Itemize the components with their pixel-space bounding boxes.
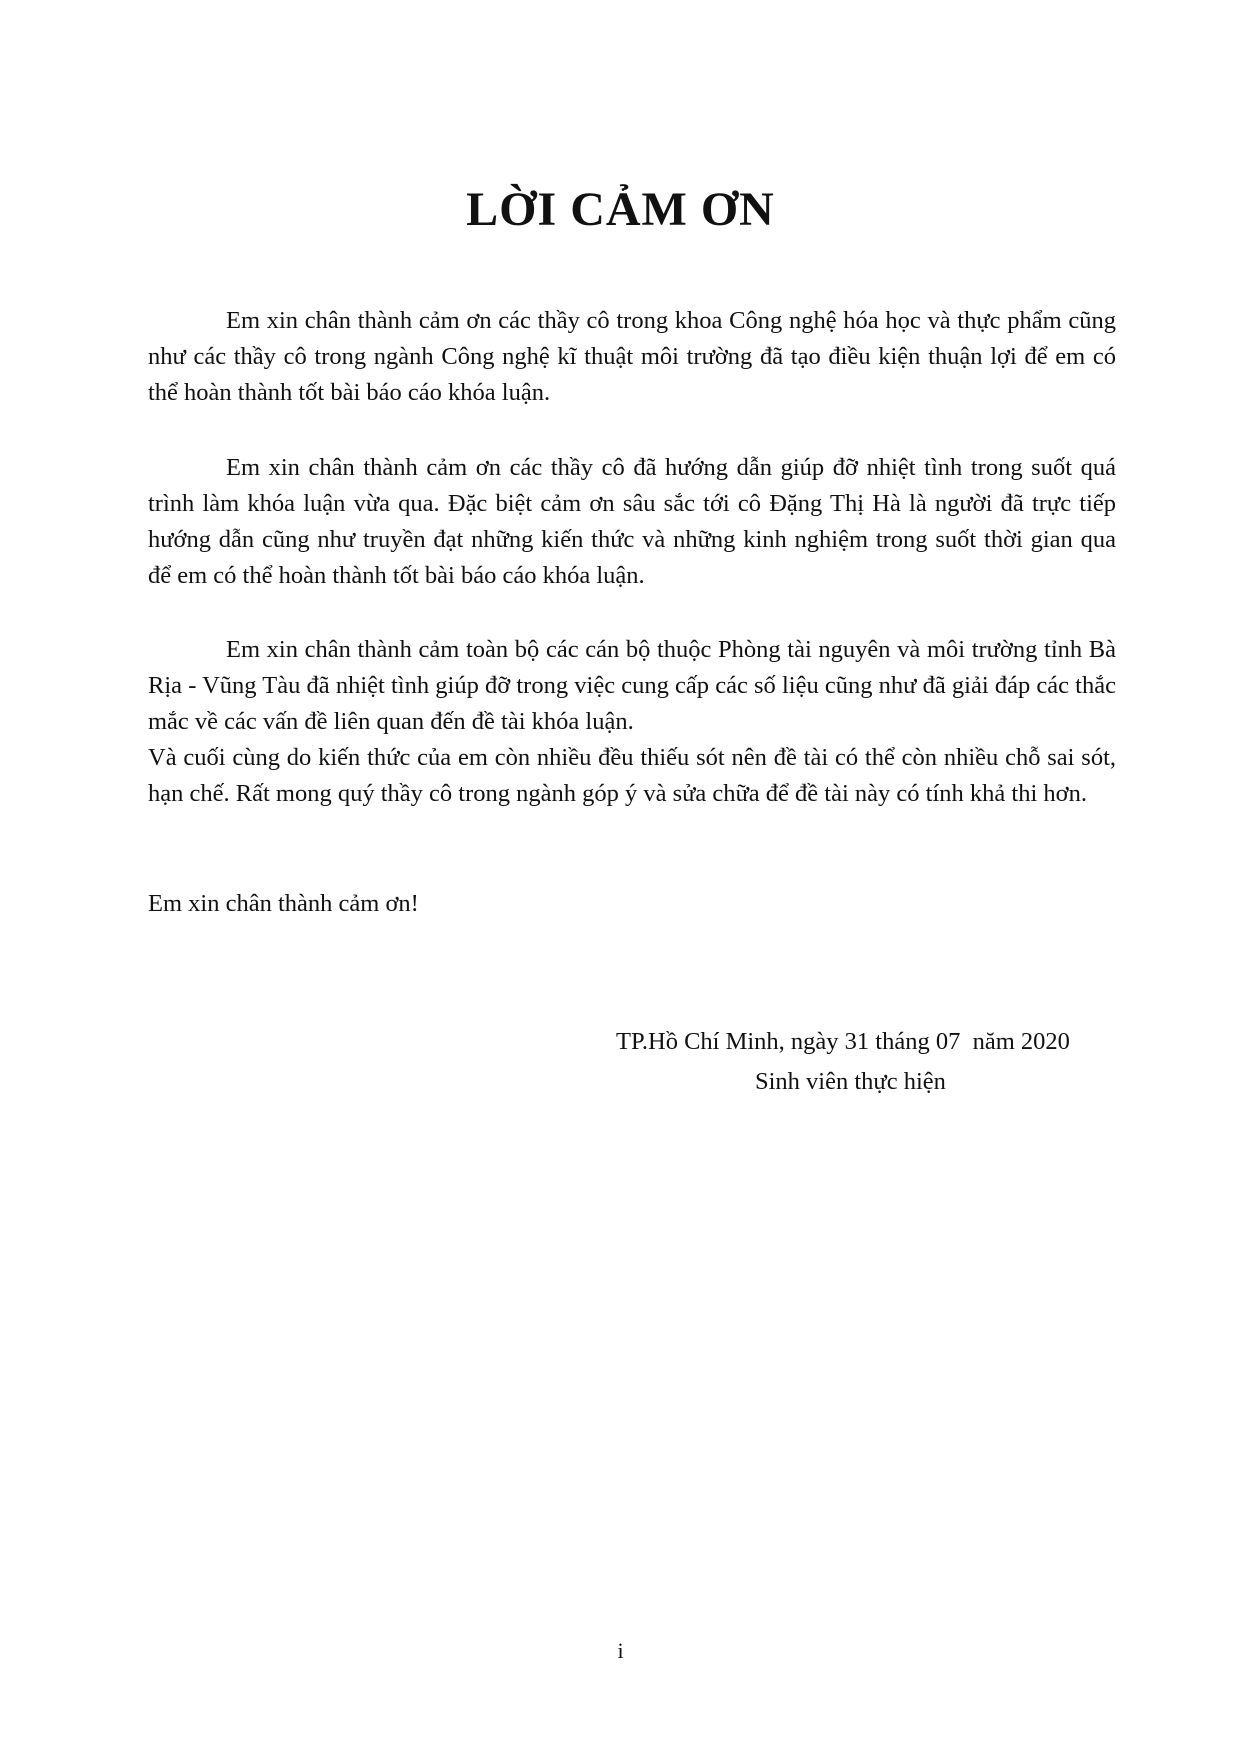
signature-place-date: TP.Hồ Chí Minh, ngày 31 tháng 07 năm 2020: [616, 1028, 1070, 1055]
page-title: LỜI CẢM ƠN: [466, 183, 775, 236]
paragraph-apology: Và cuối cùng do kiến thức của em còn nhiều đều thiếu sót nên đề tài có thể còn nhiều chỗ sai sót, hạn chế. Rất mong quý thầy cô trong ngành góp ý và sửa chữa để đề tài này có tính khả thi hơn.: [148, 744, 1116, 807]
page-number: i: [617, 1638, 624, 1663]
paragraph-thanks-faculty: Em xin chân thành cảm ơn các thầy cô trong khoa Công nghệ hóa học và thực phẩm cũng như các thầy cô trong ngành Công nghệ kĩ thuật môi trường đã tạo điều kiện thuận lợi để em có thể hoàn thành tốt bài báo cáo khóa luận.: [148, 307, 1116, 406]
signature-role: Sinh viên thực hiện: [755, 1068, 946, 1095]
paragraph-thanks-department: Em xin chân thành cảm toàn bộ các cán bộ thuộc Phòng tài nguyên và môi trường tỉnh Bà Rịa - Vũng Tàu đã nhiệt tình giúp đỡ trong việc cung cấp các số liệu cũng như đã giải đáp các thắc mắc về các vấn đề liên quan đến đề tài khóa luận.: [148, 636, 1116, 735]
closing-line: Em xin chân thành cảm ơn!: [148, 890, 419, 917]
paragraph-thanks-advisor: Em xin chân thành cảm ơn các thầy cô đã hướng dẫn giúp đỡ nhiệt tình trong suốt quá trình làm khóa luận vừa qua. Đặc biệt cảm ơn sâu sắc tới cô Đặng Thị Hà là người đã trực tiếp hướng dẫn cũng như truyền đạt những kiến thức và những kinh nghiệm trong suốt thời gian qua để em có thể hoàn thành tốt bài báo cáo khóa luận.: [148, 454, 1116, 589]
